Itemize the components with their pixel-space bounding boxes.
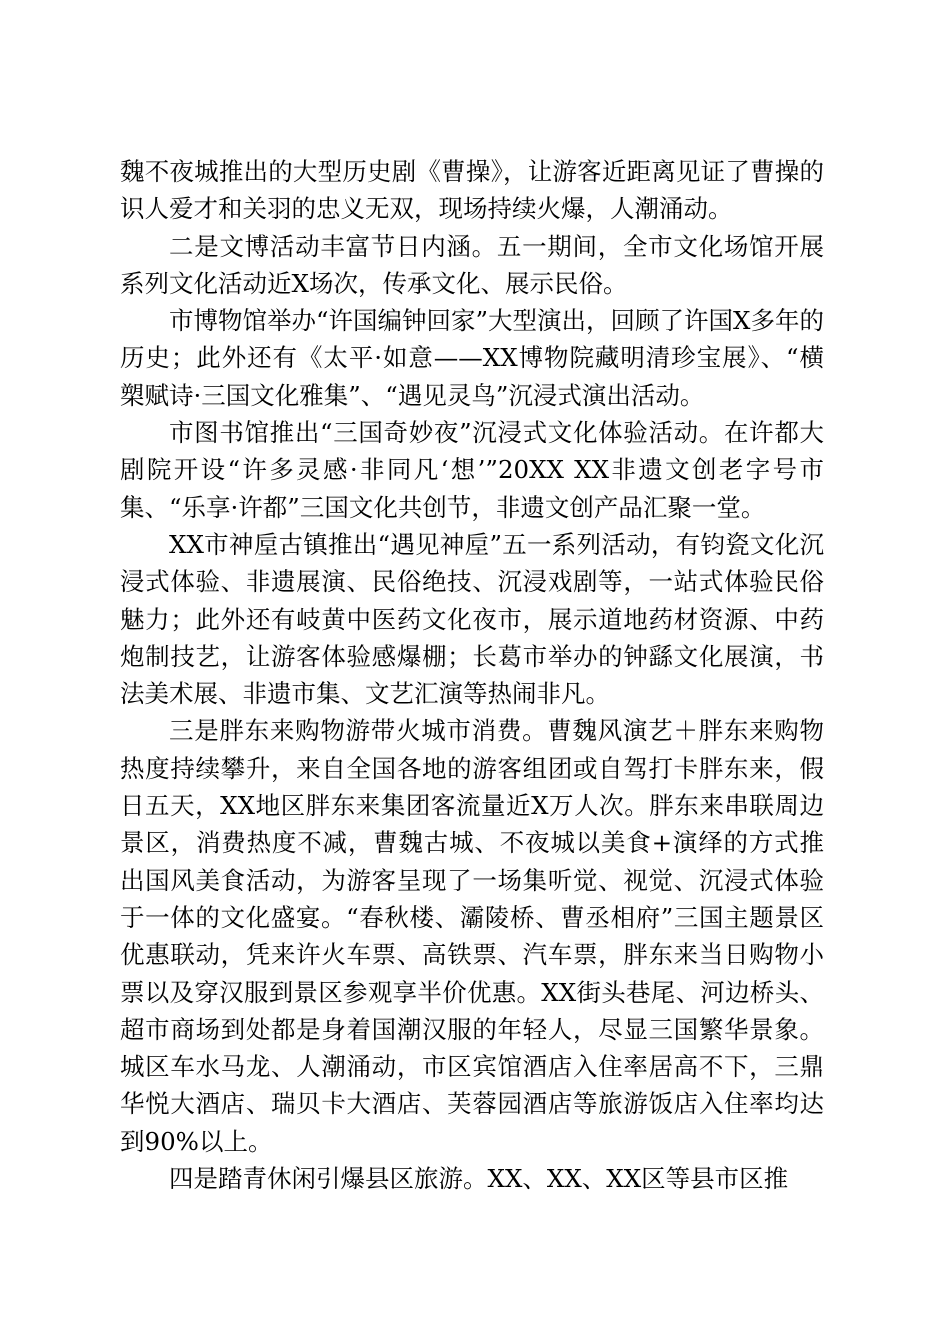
paragraph-library: 市图书馆推出“三国奇妙夜”沉浸式文化体验活动。在许都大剧院开设“许多灵感·非同凡‘想’”20XX XX非遗文创老字号市集、“乐享·许都”三国文化共创节，非遗文创产品汇聚一堂。: [120, 418, 824, 522]
paragraph-shopping-tourism: 三是胖东来购物游带火城市消费。曹魏风演艺＋胖东来购物热度持续攀升，来自全国各地的游客组团或自驾打卡胖东来，假日五天，XX地区胖东来集团客流量近X万人次。胖东来串联周边景区，消费热度不减，曹魏古城、不夜城以美食+演绎的方式推出国风美食活动，为游客呈现了一场集听觉、视觉、沉浸式体验于一体的文化盛宴。“春秋楼、灞陵桥、曹丞相府”三国主题景区优惠联动，凭来许火车票、高铁票、汽车票，胖东来当日购物小票以及穿汉服到景区参观享半价优惠。XX街头巷尾、河边桥头、超市商场到处都是身着国潮汉服的年轻人，尽显三国繁华景象。城区车水马龙、人潮涌动，市区宾馆酒店入住率居高不下，三鼎华悦大酒店、瑞贝卡大酒店、芙蓉园酒店等旅游饭店入住率均达到90%以上。: [120, 716, 824, 1156]
paragraph-museum: 市博物馆举办“许国编钟回家”大型演出，回顾了许国X多年的历史；此外还有《太平·如意——XX博物院藏明清珍宝展》、“横槊赋诗·三国文化雅集”、“遇见灵鸟”沉浸式演出活动。: [120, 306, 824, 410]
paragraph-cultural-activities: 二是文博活动丰富节日内涵。五一期间，全市文化场馆开展系列文化活动近X场次，传承文化、展示民俗。: [120, 231, 824, 298]
paragraph-continuation: 魏不夜城推出的大型历史剧《曹操》，让游客近距离见证了曹操的识人爱才和关羽的忠义无双，现场持续火爆，人潮涌动。: [120, 157, 824, 224]
paragraph-county-tourism: 四是踏青休闲引爆县区旅游。XX、XX、XX区等县市区推: [169, 1164, 789, 1194]
paragraph-shenhou-town: XX市神垕古镇推出“遇见神垕”五一系列活动，有钧瓷文化沉浸式体验、非遗展演、民俗绝技、沉浸戏剧等，一站式体验民俗魅力；此外还有岐黄中医药文化夜市，展示道地药材资源、中药炮制技艺，让游客体验感爆棚；长葛市举办的钟繇文化展演，书法美术展、非遗市集、文艺汇演等热闹非凡。: [120, 529, 824, 709]
document-body: [120, 153, 824, 1197]
